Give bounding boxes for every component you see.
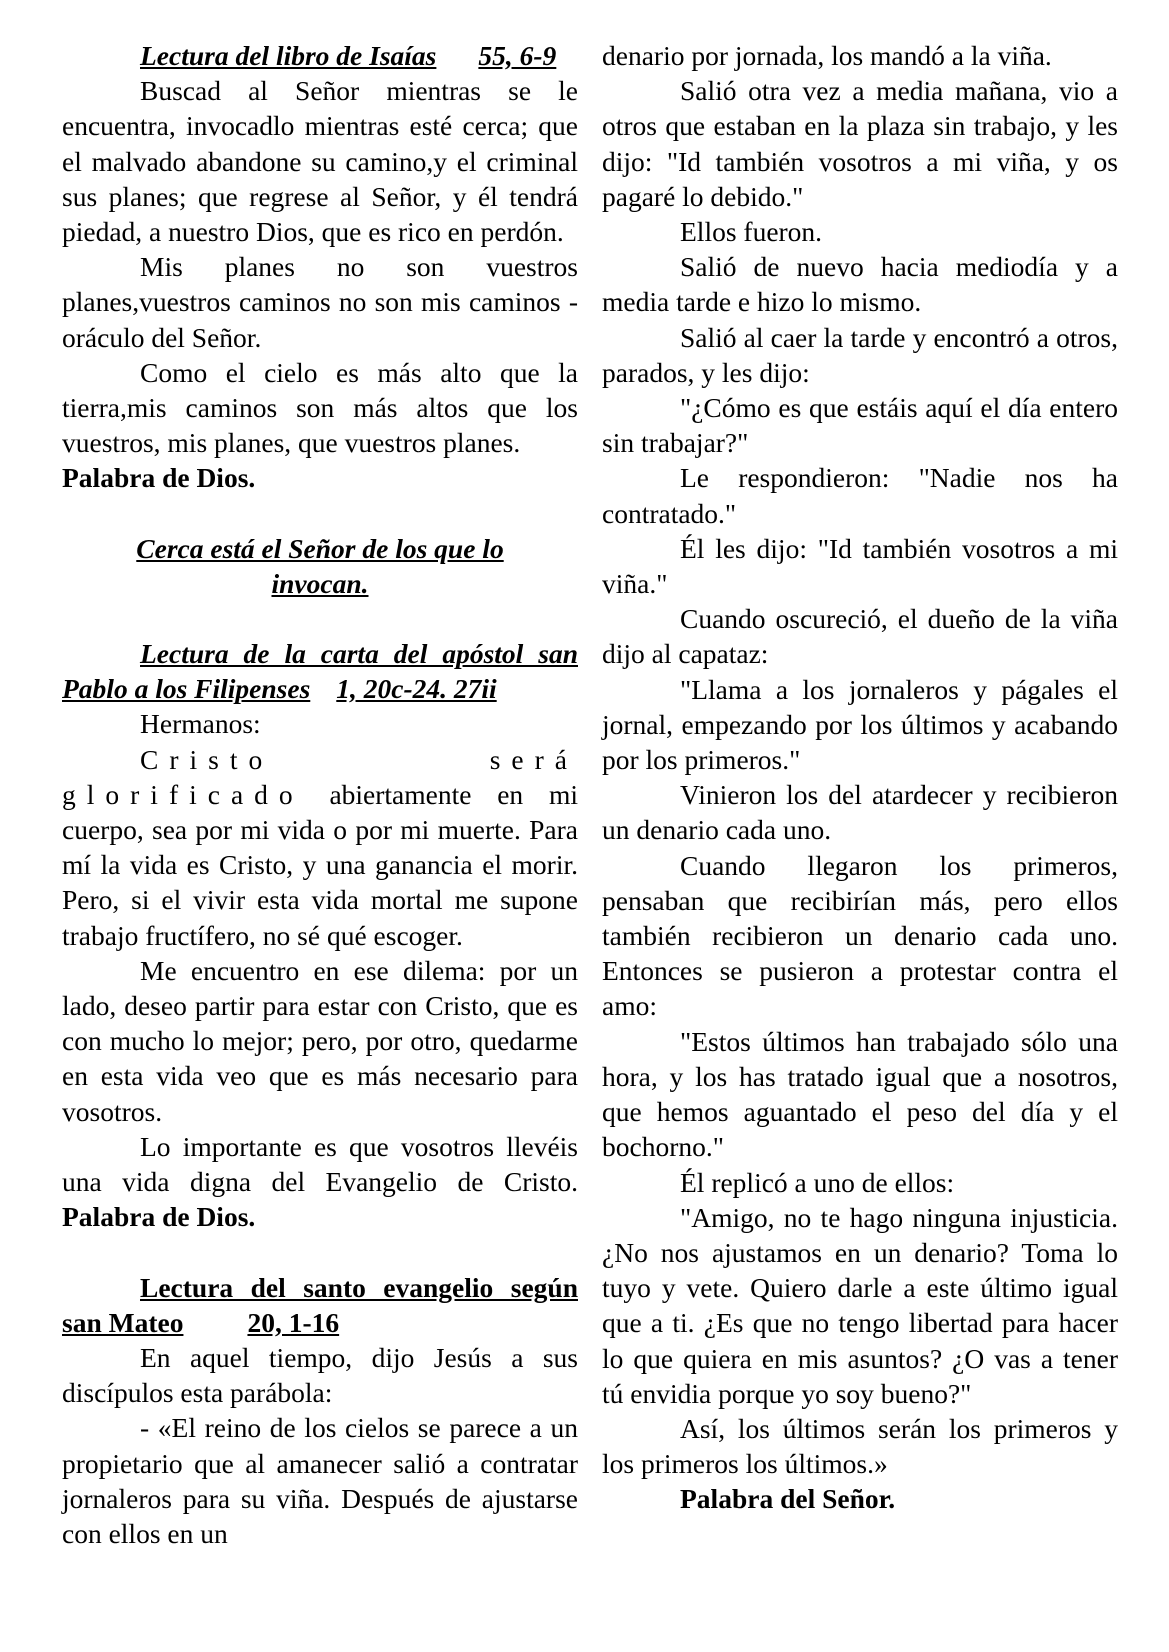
psalm-response-line-2: invocan. (271, 567, 369, 599)
gospel-paragraph: "Amigo, no te hago ninguna injusticia. ¿No nos ajustamos en un denario? Toma lo tuyo y vete. Quiero darle a este último igual que a ti. ¿Es que no tengo libertad para hacer lo que quiera en mis asuntos? ¿O vas a tener tú envidia porque yo soy bueno?" (602, 1201, 1118, 1409)
gospel-paragraph: Así, los últimos serán los primeros y los primeros los últimos.» (602, 1412, 1118, 1480)
gospel-paragraph: Salió otra vez a media mañana, vio a otros que estaban en la plaza sin trabajo, y les dijo: "Id también vosotros a mi viña, y os pagaré lo debido." (602, 75, 1118, 212)
first-reading-paragraph: Como el cielo es más alto que la tierra,mis caminos son más altos que los vuestros, mis planes, que vuestros planes. (62, 356, 578, 459)
second-reading-greeting: Hermanos: (140, 708, 261, 740)
gospel-paragraph: En aquel tiempo, dijo Jesús a sus discípulos esta parábola: (62, 1341, 578, 1409)
second-reading-closing: Palabra de Dios. (62, 1201, 256, 1233)
gospel-paragraph: Vinieron los del atardecer y recibieron un denario cada uno. (602, 779, 1118, 846)
spacer (62, 1235, 578, 1270)
gospel-paragraph: "¿Cómo es que estáis aquí el día entero sin trabajar?" (602, 392, 1118, 459)
gospel-paragraph: denario por jornada, los mandó a la viña. (602, 40, 1052, 71)
gospel-paragraph: Salió al caer la tarde y encontró a otros, parados, y les dijo: (602, 321, 1118, 388)
second-reading-paragraph: Me encuentro en ese dilema: por un lado, deseo partir para estar con Cristo, que es con mucho lo mejor; pero, por otro, quedarme en esta vida veo que es más necesario para vosotros. (62, 954, 578, 1127)
gospel-heading (62, 1270, 578, 1340)
second-reading-ref: 1, 20c-24. 27ii (336, 673, 497, 705)
second-reading-text: Lo importante es que vosotros llevéis una vida digna del Evangelio de Cristo. (62, 1130, 578, 1198)
second-reading-heading (62, 636, 578, 706)
gospel-ref: 20, 1-16 (247, 1306, 340, 1338)
second-reading-paragraph (62, 1129, 578, 1235)
gospel-paragraph: "Llama a los jornaleros y págales el jornal, empezando por los últimos y acabando por los primeros." (602, 673, 1118, 776)
gospel-title: Lectura del santo evangelio según san Mateo (62, 1271, 578, 1338)
gospel-paragraph: "Estos últimos han trabajado sólo una hora, y los has tratado igual que a nosotros, que hemos aguantado el peso del día y el bochorno." (602, 1025, 1118, 1163)
second-reading-spaced-text: Cristo será glorificado (62, 743, 578, 810)
gospel-paragraph: Cuando llegaron los primeros, pensaban que recibirían más, pero ellos también recibieron un denario cada uno. Entonces se pusieron a protestar contra el amo: (602, 849, 1118, 1022)
gospel-paragraph: Ellos fueron. (680, 216, 823, 248)
spacer (62, 601, 578, 636)
first-reading-paragraph: Buscad al Señor mientras se le encuentra, invocadlo mientras esté cerca; que el malvado abandone su camino,y el criminal sus planes; que regrese al Señor, y él tendrá piedad, a nuestro Dios, que es rico en perdón. (62, 75, 578, 248)
second-reading-text: abiertamente en mi cuerpo, sea por mi vida o por mi muerte. Para mí la vida es Cristo, y una ganancia el morir. Pero, si el vivir esta vida mortal me supone trabajo fructífero, no sé qué escoger. (62, 778, 578, 951)
first-reading-closing: Palabra de Dios. (62, 462, 256, 494)
psalm-response-line-1: Cerca está el Señor de los que lo (136, 532, 504, 564)
gospel-paragraph: Le respondieron: "Nadie nos ha contratado." (602, 462, 1118, 529)
gospel-paragraph: Él les dijo: "Id también vosotros a mi viña." (602, 532, 1118, 600)
left-column (62, 38, 578, 1551)
gospel-closing: Palabra del Señor. (680, 1483, 896, 1515)
first-reading-paragraph: Mis planes no son vuestros planes,vuestros caminos no son mis caminos -oráculo del Señor. (62, 251, 578, 353)
second-reading-paragraph (62, 742, 578, 953)
first-reading-heading (62, 38, 578, 73)
gospel-paragraph: Cuando oscureció, el dueño de la viña dijo al capataz: (602, 603, 1118, 670)
first-reading-ref: 55, 6-9 (478, 40, 557, 71)
right-column (602, 38, 1118, 1517)
gospel-paragraph: - «El reino de los cielos se parece a un propietario que al amanecer salió a contratar jornaleros para su viña. Después de ajustarse con ellos en un (62, 1412, 578, 1549)
second-reading-title: Lectura de la carta del apóstol san Pablo a los Filipenses (62, 638, 578, 705)
gospel-paragraph: Salió de nuevo hacia mediodía y a media tarde e hizo lo mismo. (602, 251, 1118, 318)
first-reading-title: Lectura del libro de Isaías (140, 40, 437, 71)
spacer (62, 496, 578, 531)
gospel-paragraph: Él replicó a uno de ellos: (680, 1166, 955, 1198)
